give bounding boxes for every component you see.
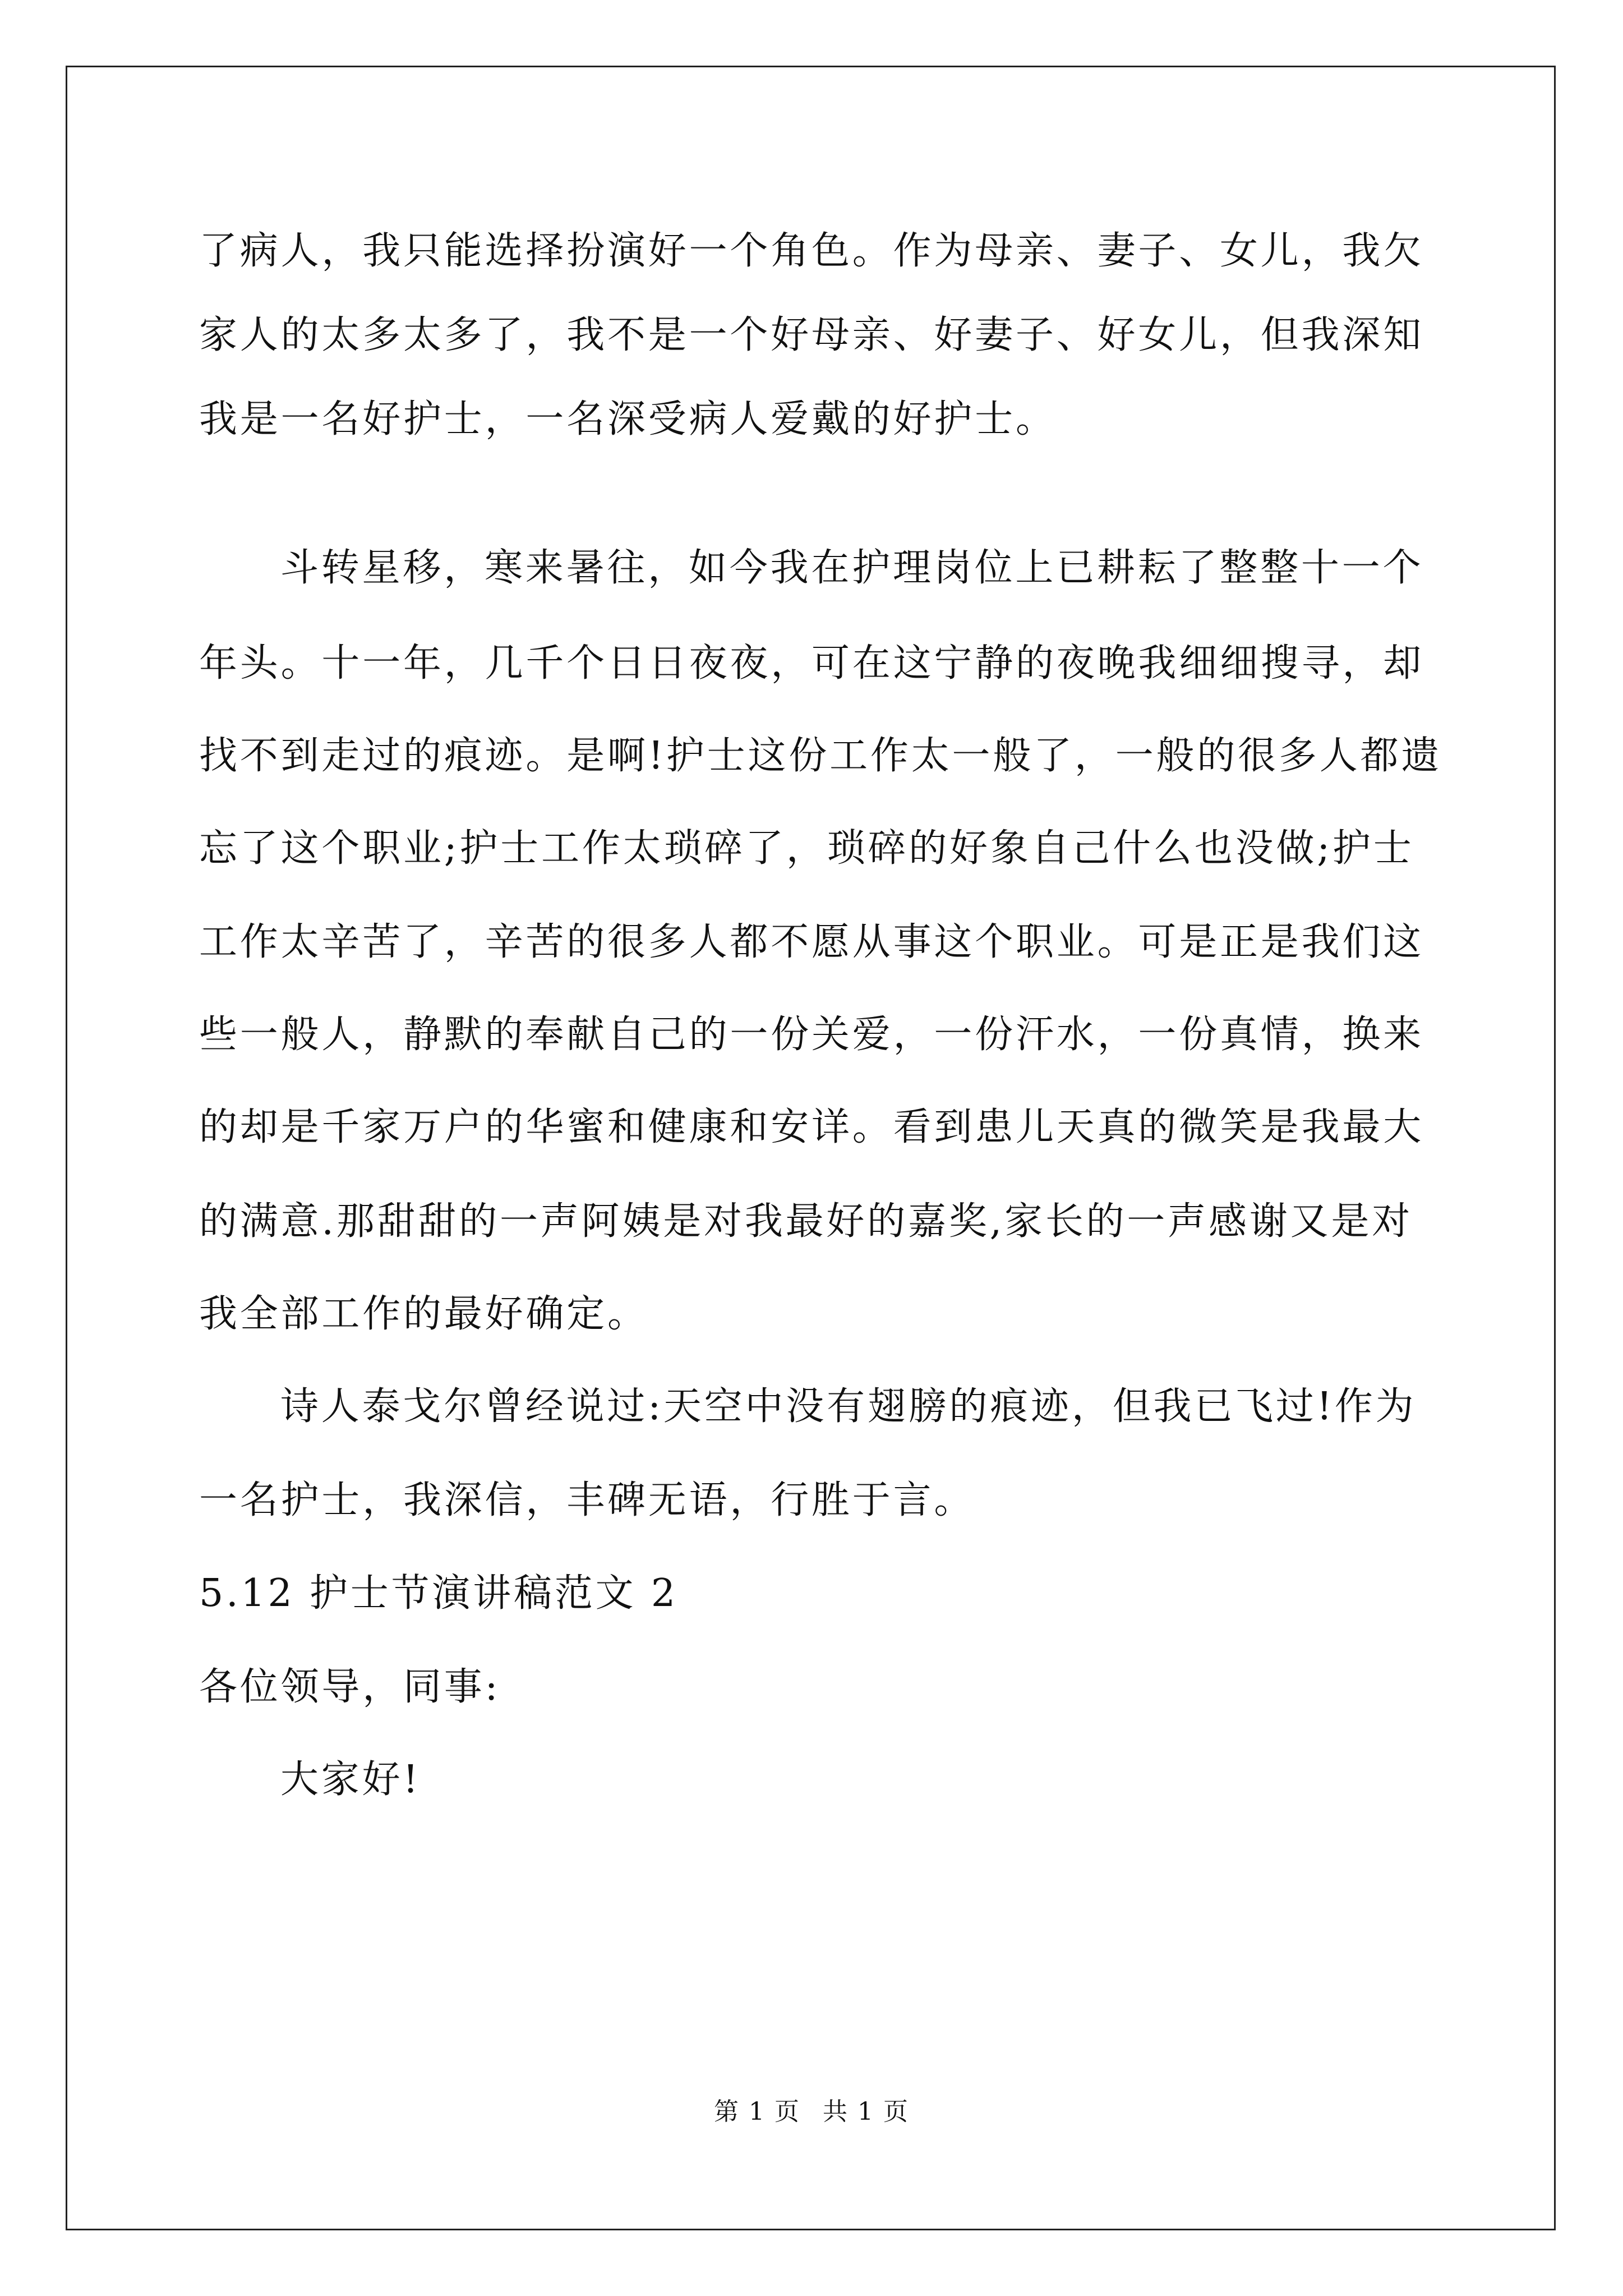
paragraph-line: 工作太辛苦了，辛苦的很多人都不愿从事这个职业。可是正是我们这: [199, 920, 1424, 964]
paragraph-line: 我全部工作的最好确定。: [199, 1292, 648, 1336]
paragraph-line: 年头。十一年，几千个日日夜夜，可在这宁静的夜晚我细细搜寻，却: [199, 641, 1424, 685]
paragraph-line: 的却是千家万户的华蜜和健康和安详。看到患儿天真的微笑是我最大: [199, 1105, 1424, 1149]
paragraph-line: 家人的太多太多了，我不是一个好母亲、好妻子、好女儿，但我深知: [199, 313, 1424, 357]
salutation: 各位领导，同事:: [199, 1665, 501, 1709]
paragraph-line: 斗转星移，寒来暑往，如今我在护理岗位上已耕耘了整整十一个: [280, 546, 1424, 590]
paragraph-line: 忘了这个职业;护士工作太琐碎了，琐碎的好象自己什么也没做;护士: [199, 826, 1414, 871]
paragraph-line: 一名护士，我深信，丰碑无语，行胜于言。: [199, 1478, 975, 1522]
page-footer: [0, 2097, 1623, 2127]
paragraph-line: 了病人，我只能选择扮演好一个角色。作为母亲、妻子、女儿，我欠: [199, 229, 1424, 273]
paragraph-line: 找不到走过的痕迹。是啊!护士这份工作太一般了，一般的很多人都遗: [199, 734, 1442, 778]
page-total: 共 1 页: [823, 2097, 909, 2126]
paragraph-line: 的满意.那甜甜的一声阿姨是对我最好的嘉奖,家长的一声感谢又是对: [199, 1199, 1413, 1244]
paragraph-line: 我是一名好护士，一名深受病人爱戴的好护士。: [199, 397, 1057, 441]
paragraph-line: 诗人泰戈尔曾经说过:天空中没有翅膀的痕迹，但我已飞过!作为: [280, 1384, 1417, 1429]
page-number: 第 1 页: [714, 2097, 800, 2126]
greeting: 大家好!: [280, 1757, 421, 1802]
paragraph-line: 些一般人，静默的奉献自己的一份关爱，一份汗水，一份真情，换来: [199, 1013, 1424, 1057]
section-title: 5.12 护士节演讲稿范文 2: [199, 1571, 678, 1616]
